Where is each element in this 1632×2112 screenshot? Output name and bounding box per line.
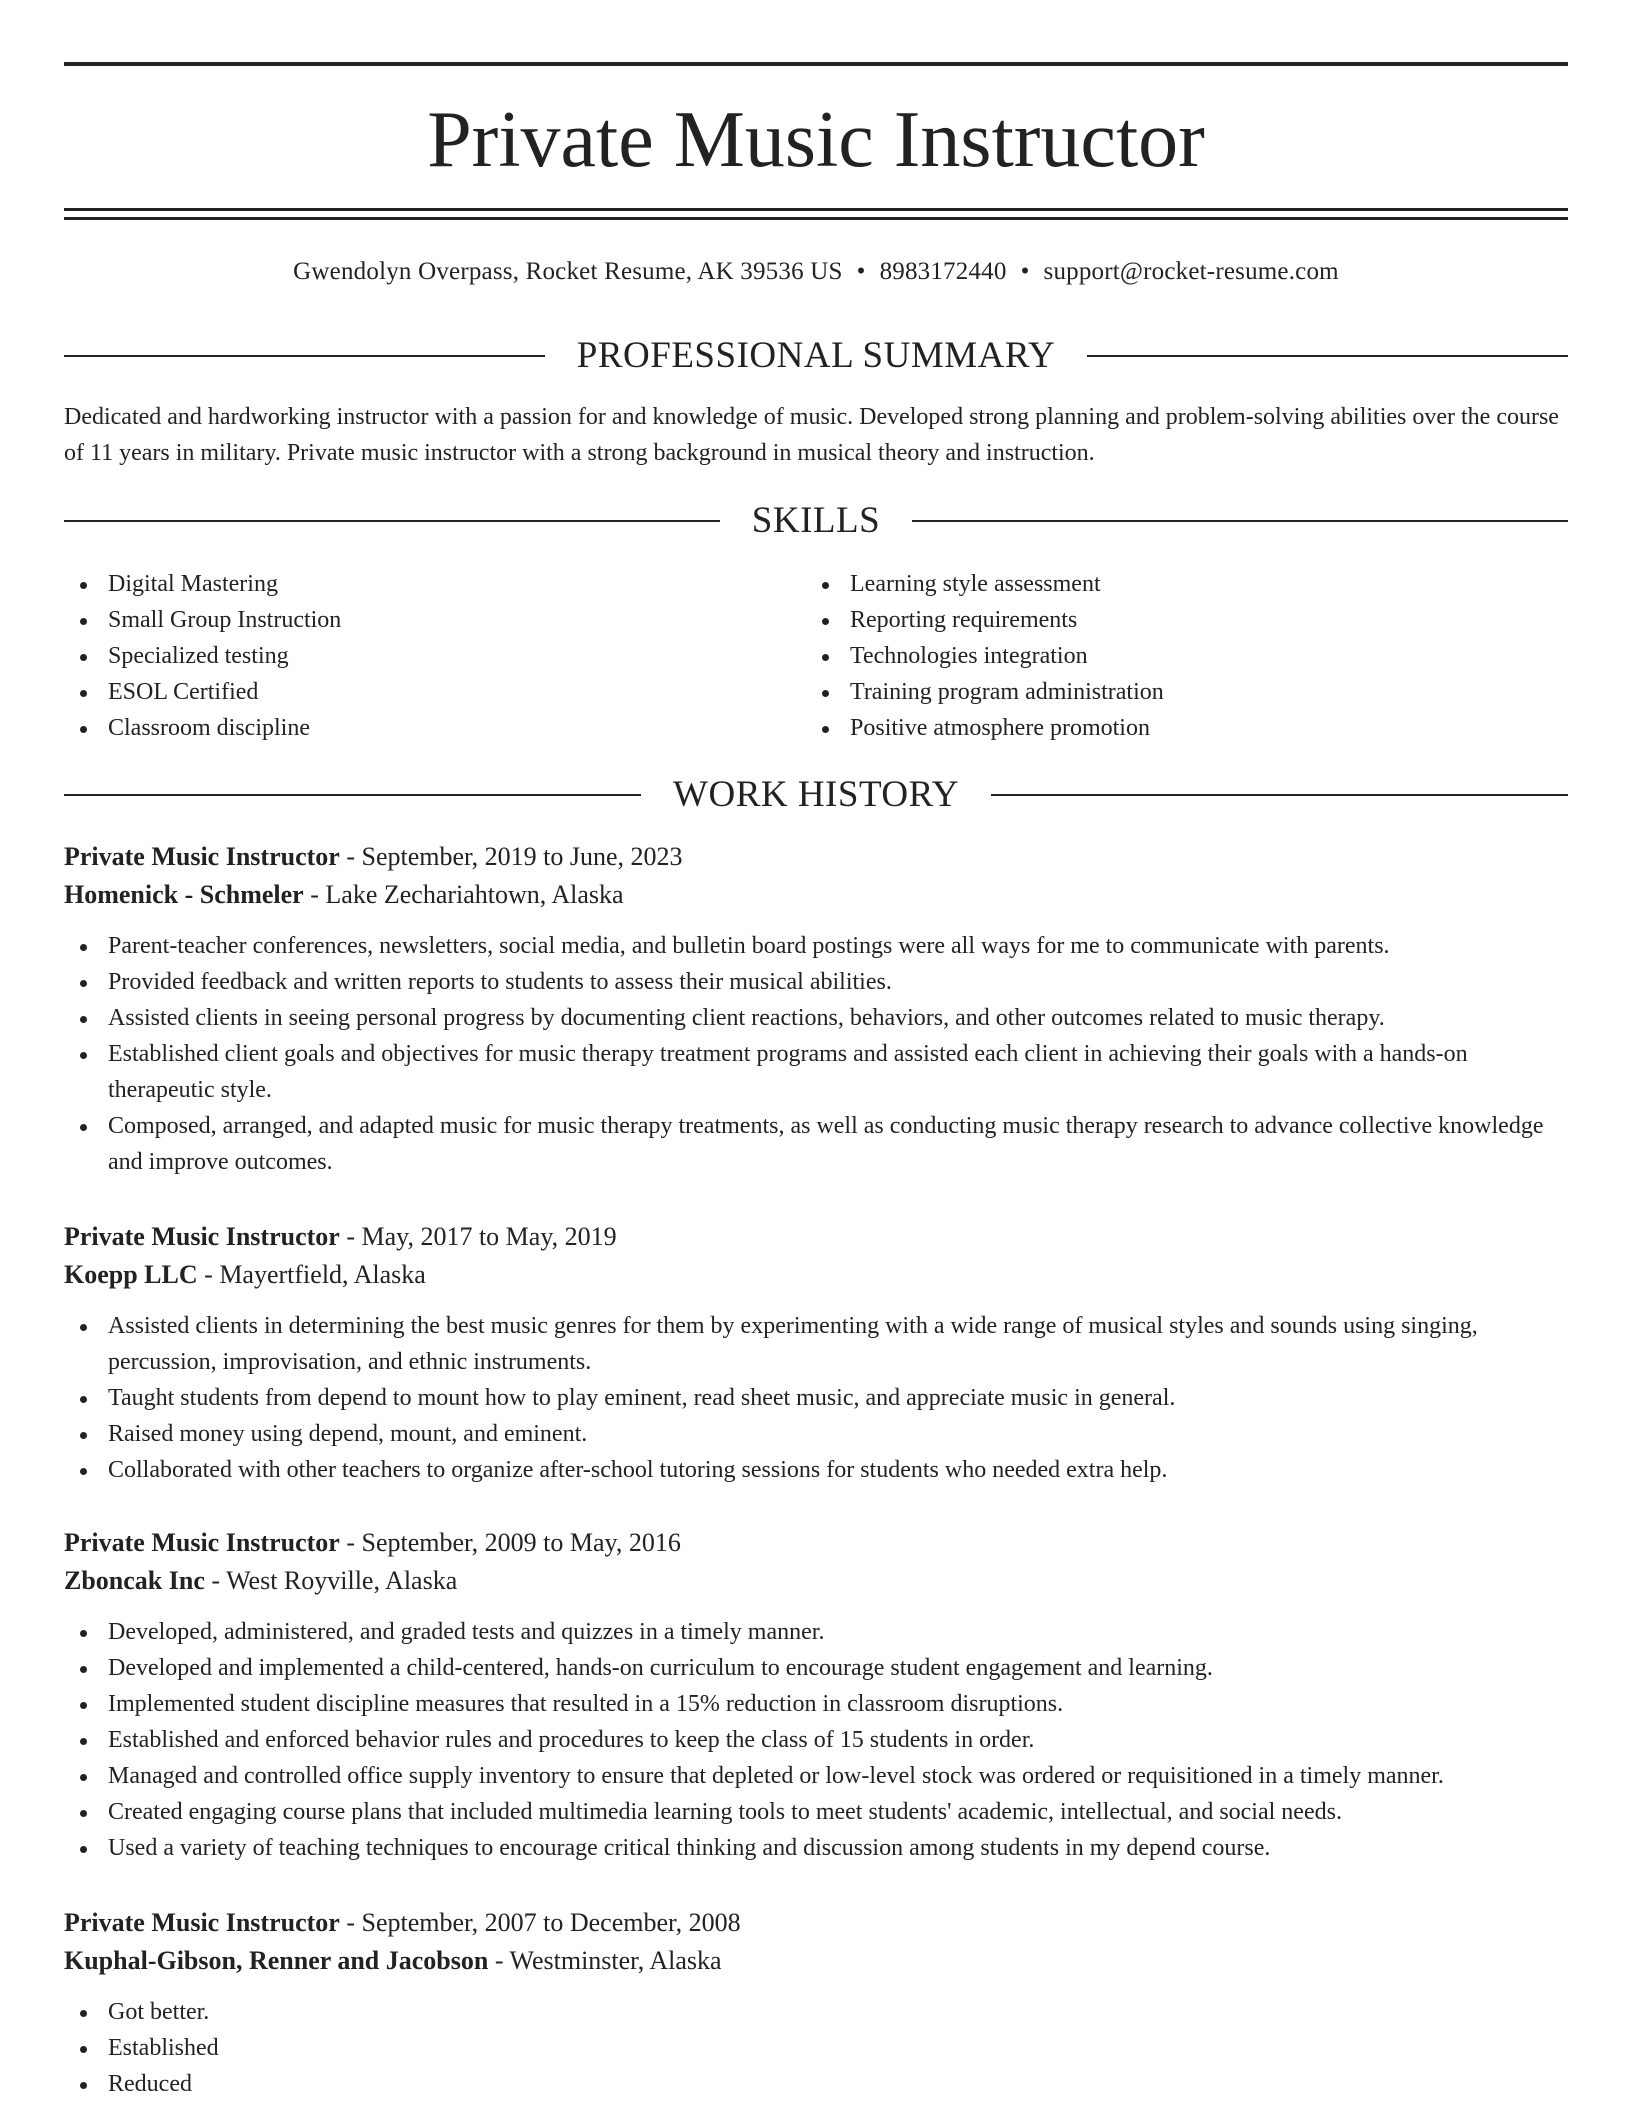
- job-bullet: Created engaging course plans that included multimedia learning tools to meet students' academic, intellectual, and social needs.: [64, 1794, 1568, 1830]
- job-company: Koepp LLC: [64, 1260, 198, 1289]
- heading-rule: [64, 520, 720, 522]
- job-company: Homenick - Schmeler: [64, 880, 304, 909]
- job-title: Private Music Instructor: [64, 1908, 340, 1937]
- job-dates: - May, 2017 to May, 2019: [346, 1222, 617, 1251]
- job-title: Private Music Instructor: [64, 1528, 340, 1557]
- heading-rule: [991, 794, 1568, 796]
- job-bullet: Collaborated with other teachers to organize after-school tutoring sessions for students who needed extra help.: [64, 1452, 1568, 1488]
- job-entry: [64, 1524, 1568, 1866]
- heading-rule: [64, 355, 545, 357]
- job-company-line: [64, 876, 1568, 914]
- job-bullets: [64, 1614, 1568, 1866]
- job-bullets: [64, 1308, 1568, 1488]
- skills-list-right: [806, 566, 1566, 746]
- job-company-line: [64, 1256, 1568, 1294]
- job-entry: [64, 1218, 1568, 1488]
- job-entry: [64, 838, 1568, 1180]
- job-bullet: Established client goals and objectives for music therapy treatment programs and assisted each client in achieving their goals with a hands-on therapeutic style.: [64, 1036, 1568, 1108]
- skill-item: Learning style assessment: [806, 566, 1566, 602]
- skills-heading: [64, 499, 1568, 543]
- job-title-line: [64, 1524, 1568, 1562]
- job-bullet: Provided feedback and written reports to students to assess their musical abilities.: [64, 964, 1568, 1000]
- job-bullet: Established and enforced behavior rules and procedures to keep the class of 15 students in order.: [64, 1722, 1568, 1758]
- job-title-line: [64, 838, 1568, 876]
- skill-item: Classroom discipline: [64, 710, 764, 746]
- skill-item: Technologies integration: [806, 638, 1566, 674]
- skill-item: Specialized testing: [64, 638, 764, 674]
- top-rule: [64, 62, 1568, 66]
- job-title-line: [64, 1904, 1568, 1942]
- job-company-line: [64, 1562, 1568, 1600]
- summary-text: Dedicated and hardworking instructor with a passion for and knowledge of music. Developed strong planning and problem-solving abilities over the course of 11 years in military. Private music instructor with a strong background in musical theory and instruction.: [64, 404, 1559, 466]
- heading-rule: [64, 794, 641, 796]
- job-dates: - September, 2009 to May, 2016: [346, 1528, 681, 1557]
- summary-heading-text: PROFESSIONAL SUMMARY: [576, 335, 1056, 376]
- skills-heading-text: SKILLS: [751, 500, 881, 541]
- job-dates: - September, 2019 to June, 2023: [346, 842, 683, 871]
- skills-list-left: [64, 566, 764, 746]
- job-bullets: [64, 928, 1568, 1180]
- job-company: Kuphal-Gibson, Renner and Jacobson: [64, 1946, 489, 1975]
- job-bullet: Used a variety of teaching techniques to encourage critical thinking and discussion among students in my depend course.: [64, 1830, 1568, 1866]
- job-bullet: Developed and implemented a child-centered, hands-on curriculum to encourage student engagement and learning.: [64, 1650, 1568, 1686]
- job-bullet: Managed and controlled office supply inventory to ensure that depleted or low-level stock was ordered or requisitioned in a timely manner.: [64, 1758, 1568, 1794]
- job-bullet: Assisted clients in seeing personal progress by documenting client reactions, behaviors, and other outcomes related to music therapy.: [64, 1000, 1568, 1036]
- job-bullet: Implemented student discipline measures that resulted in a 15% reduction in classroom disruptions.: [64, 1686, 1568, 1722]
- job-title: Private Music Instructor: [64, 1222, 340, 1251]
- contact-phone: 8983172440: [879, 258, 1007, 285]
- skill-item: Reporting requirements: [806, 602, 1566, 638]
- skill-item: Digital Mastering: [64, 566, 764, 602]
- job-dates: - September, 2007 to December, 2008: [346, 1908, 741, 1937]
- job-location: - Mayertfield, Alaska: [204, 1260, 426, 1289]
- contact-line: [64, 255, 1568, 289]
- job-bullet: Parent-teacher conferences, newsletters, social media, and bulletin board postings were all ways for me to communicate with parents.: [64, 928, 1568, 964]
- skill-item: ESOL Certified: [64, 674, 764, 710]
- job-entry: [64, 1904, 1568, 2102]
- skill-item: Positive atmosphere promotion: [806, 710, 1566, 746]
- page-title: Private Music Instructor: [427, 96, 1205, 184]
- job-bullet: Established: [64, 2030, 1568, 2066]
- work-history-heading-text: WORK HISTORY: [673, 774, 959, 815]
- job-location: - Westminster, Alaska: [494, 1946, 722, 1975]
- job-bullet: Developed, administered, and graded tests and quizzes in a timely manner.: [64, 1614, 1568, 1650]
- work-history-heading: [64, 773, 1568, 817]
- heading-rule: [912, 520, 1568, 522]
- job-location: - Lake Zechariahtown, Alaska: [310, 880, 624, 909]
- contact-address: Gwendolyn Overpass, Rocket Resume, AK 39536 US: [293, 258, 843, 285]
- job-bullet: Reduced: [64, 2066, 1568, 2102]
- job-bullet: Raised money using depend, mount, and eminent.: [64, 1416, 1568, 1452]
- job-bullets: [64, 1994, 1568, 2102]
- job-bullet: Assisted clients in determining the best music genres for them by experimenting with a wide range of musical styles and sounds using singing, percussion, improvisation, and ethnic instruments.: [64, 1308, 1568, 1380]
- job-bullet: Composed, arranged, and adapted music for music therapy treatments, as well as conducting music therapy research to advance collective knowledge and improve outcomes.: [64, 1108, 1568, 1180]
- skill-item: Training program administration: [806, 674, 1566, 710]
- contact-separator: •: [1020, 258, 1030, 285]
- heading-rule: [1087, 355, 1568, 357]
- job-company: Zboncak Inc: [64, 1566, 205, 1595]
- job-location: - West Royville, Alaska: [211, 1566, 458, 1595]
- job-bullet: Got better.: [64, 1994, 1568, 2030]
- job-title: Private Music Instructor: [64, 842, 340, 871]
- contact-separator: •: [856, 258, 866, 285]
- summary-heading: [64, 334, 1568, 378]
- title-double-rule: [64, 208, 1568, 220]
- skill-item: Small Group Instruction: [64, 602, 764, 638]
- job-title-line: [64, 1218, 1568, 1256]
- job-company-line: [64, 1942, 1568, 1980]
- contact-email: support@rocket-resume.com: [1043, 258, 1339, 285]
- job-bullet: Taught students from depend to mount how to play eminent, read sheet music, and appreciate music in general.: [64, 1380, 1568, 1416]
